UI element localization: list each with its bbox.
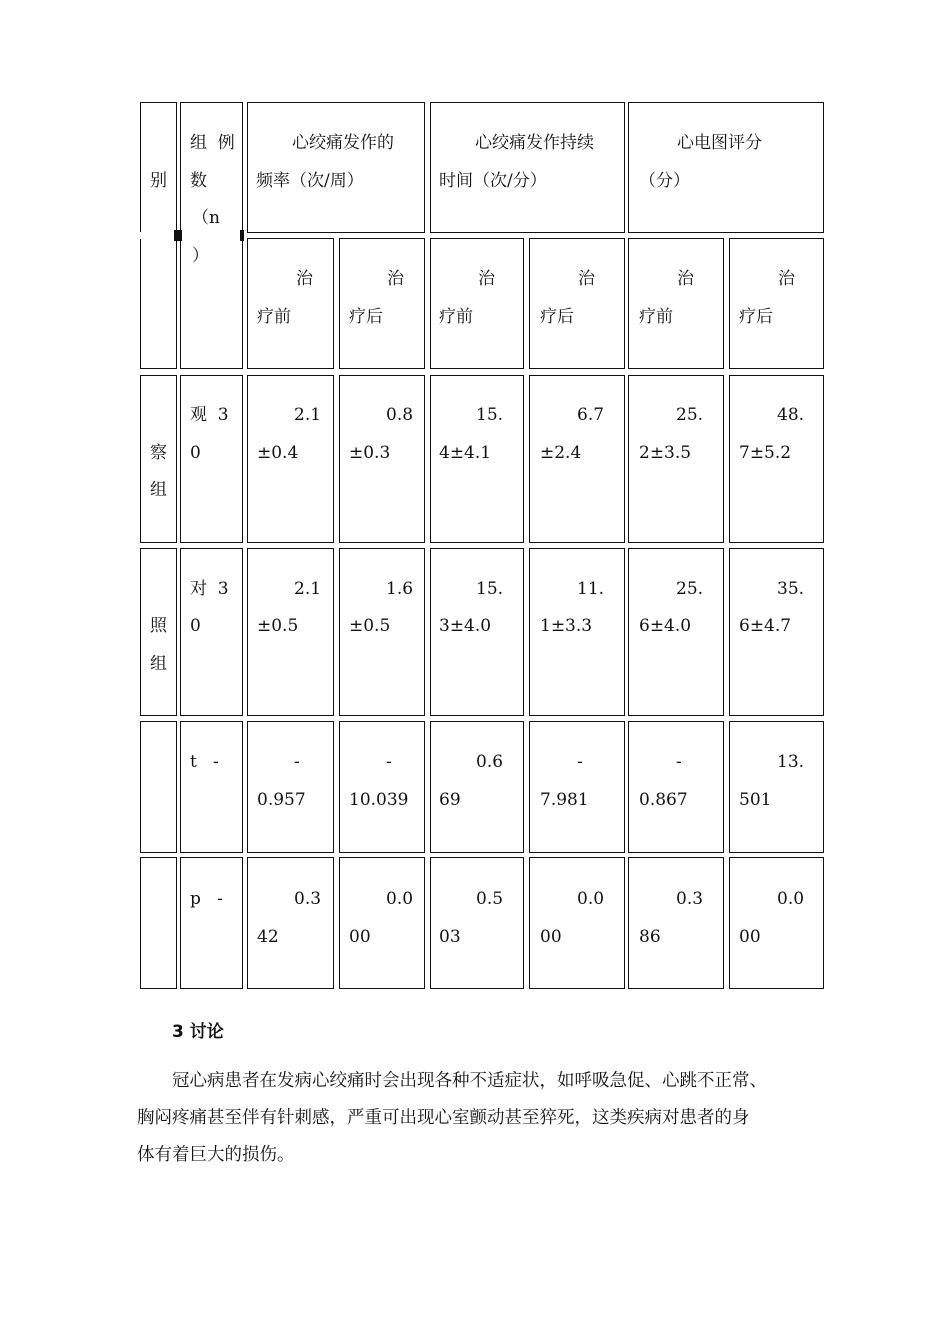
ecg-header-line2: （分） [639, 171, 690, 191]
row-group-label: 组 [150, 480, 167, 500]
row-group-label: 察 [150, 443, 167, 463]
cell-value: 0.867 [639, 790, 688, 810]
cell-value: 0.0 [777, 889, 805, 909]
ecg-header-line1: 心电图评分 [677, 133, 762, 153]
cell-value: 6.7 [577, 405, 605, 425]
cell-value: ±2.4 [540, 443, 582, 463]
cell-value: 7.981 [540, 790, 589, 810]
row-n-label: 0 [190, 616, 201, 636]
subheader-line2: 疗前 [439, 307, 473, 327]
subheader-line1: 治 [387, 269, 404, 289]
table-row-n-cell [180, 857, 243, 989]
paragraph-line: 胸闷疼痛甚至伴有针刺感，严重可出现心室颤动甚至猝死，这类疾病对患者的身 [137, 1108, 750, 1128]
table-cell [339, 721, 425, 853]
subheader-line2: 疗后 [739, 307, 773, 327]
table-cell [247, 857, 334, 989]
cell-value: 2±3.5 [639, 443, 692, 463]
cell-value: 15. [476, 579, 504, 599]
cell-value: 0.3 [676, 889, 704, 909]
row-group-label: 照 [150, 616, 167, 636]
cell-value: 0.0 [577, 889, 605, 909]
freq-header-line2: 频率（次/周） [256, 171, 364, 191]
section-heading: 3 讨论 [172, 1022, 224, 1042]
cell-value: 6±4.0 [639, 616, 692, 636]
row-n-label: 对 3 [190, 579, 229, 599]
cell-value: 1±3.3 [540, 616, 593, 636]
cell-value: 00 [739, 927, 761, 947]
cell-value: ±0.4 [257, 443, 299, 463]
cell-value: ±0.5 [349, 616, 391, 636]
cell-value: - [386, 752, 392, 772]
cell-value: 501 [739, 790, 772, 810]
table-cell [628, 721, 724, 853]
cell-value: 42 [257, 927, 279, 947]
cell-value: 00 [540, 927, 562, 947]
row-n-label: 0 [190, 443, 201, 463]
table-cell [430, 857, 524, 989]
row-group-label: 组 [150, 654, 167, 674]
subheader-line2: 疗前 [639, 307, 673, 327]
table-cell [729, 721, 824, 853]
cell-value: 0.3 [294, 889, 322, 909]
cell-value: 0.0 [386, 889, 414, 909]
cell-value: 4±4.1 [439, 443, 492, 463]
cell-value: 10.039 [349, 790, 409, 810]
cell-value: 0.6 [476, 752, 504, 772]
subheader-cell [339, 238, 425, 369]
cell-value: 25. [676, 579, 704, 599]
subheader-line2: 疗后 [349, 307, 383, 327]
cell-value: 35. [777, 579, 805, 599]
subheader-line1: 治 [478, 269, 495, 289]
subheader-cell [628, 238, 724, 369]
cell-value: - [676, 752, 682, 772]
cell-value: - [577, 752, 583, 772]
cell-value: ±0.5 [257, 616, 299, 636]
paragraph-line: 冠心病患者在发病心绞痛时会出现各种不适症状，如呼吸急促、心跳不正常、 [172, 1071, 767, 1091]
subheader-cell [729, 238, 824, 369]
cell-value: 15. [476, 405, 504, 425]
subheader-cell [529, 238, 625, 369]
table-cell [729, 857, 824, 989]
row-stat-label: p - [190, 889, 223, 909]
table-cell [430, 721, 524, 853]
table-cell [529, 721, 625, 853]
freq-header-line1: 心绞痛发作的 [292, 133, 394, 153]
cell-value: 03 [439, 927, 461, 947]
subheader-cell [247, 238, 334, 369]
table-cell [628, 857, 724, 989]
ecg-header-cell [628, 102, 824, 233]
group-header-label: 别 [150, 171, 167, 191]
cell-value: 3±4.0 [439, 616, 492, 636]
row-n-label: 观 3 [190, 405, 229, 425]
cell-value: 0.8 [386, 405, 414, 425]
subheader-line2: 疗前 [257, 307, 291, 327]
table-cell [529, 857, 625, 989]
row-stat-label: t - [190, 752, 219, 772]
duration-header-cell [430, 102, 625, 233]
table-row-n-cell [180, 721, 243, 853]
paragraph-line: 体有着巨大的损伤。 [137, 1145, 295, 1165]
subheader-line1: 治 [296, 269, 313, 289]
duration-header-line1: 心绞痛发作持续 [475, 133, 594, 153]
table-cell [247, 721, 334, 853]
table-row-group-cell [140, 721, 177, 853]
cell-value: - [294, 752, 300, 772]
n-header-line2: 数 [190, 171, 207, 191]
n-header-line1: 组 例 [190, 133, 235, 153]
cell-value: ±0.3 [349, 443, 391, 463]
table-row-group-cell [140, 857, 177, 989]
cell-value: 7±5.2 [739, 443, 792, 463]
n-header-line3: （n [192, 208, 220, 228]
cell-value: 0.5 [476, 889, 504, 909]
cell-value: 25. [676, 405, 704, 425]
cell-value: 11. [577, 579, 605, 599]
duration-header-line2: 时间（次/分） [439, 171, 547, 191]
freq-header-cell [247, 102, 425, 233]
cell-value: 2.1 [294, 579, 322, 599]
cell-value: 1.6 [386, 579, 414, 599]
cell-value: 00 [349, 927, 371, 947]
subheader-line2: 疗后 [540, 307, 574, 327]
cell-value: 69 [439, 790, 461, 810]
subheader-line1: 治 [578, 269, 595, 289]
subheader-cell [430, 238, 524, 369]
cell-value: 2.1 [294, 405, 322, 425]
subheader-line1: 治 [677, 269, 694, 289]
table-cell [339, 857, 425, 989]
subheader-line1: 治 [778, 269, 795, 289]
n-header-line4: ） [192, 246, 209, 266]
cell-value: 0.957 [257, 790, 306, 810]
cell-value: 86 [639, 927, 661, 947]
cell-value: 13. [777, 752, 805, 772]
cell-value: 6±4.7 [739, 616, 792, 636]
cell-value: 48. [777, 405, 805, 425]
